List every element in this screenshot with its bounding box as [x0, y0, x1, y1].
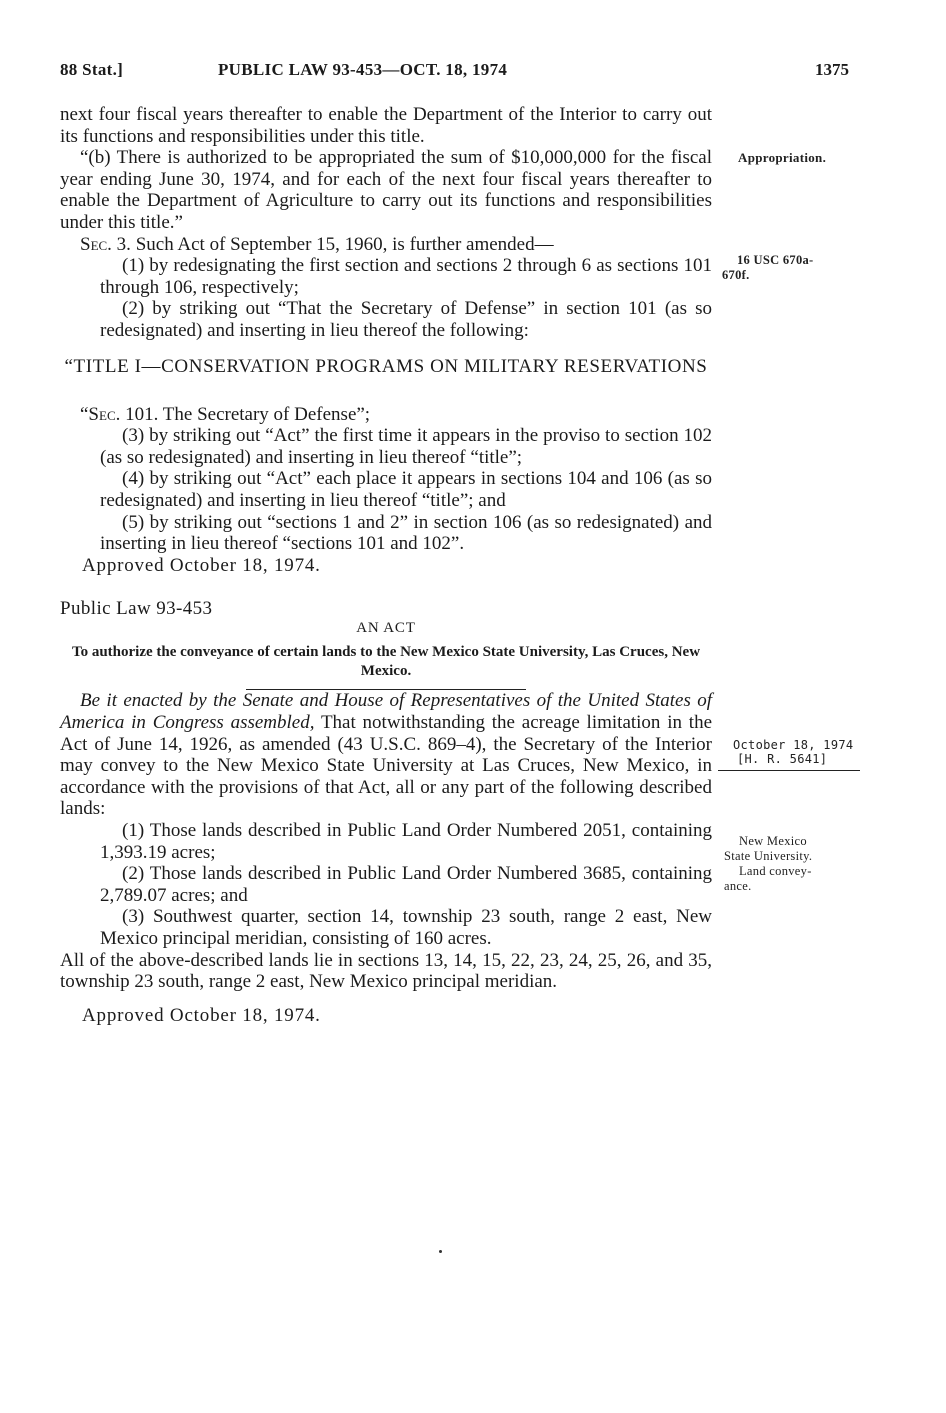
paragraph-appropriation: “(b) There is authorized to be appropriated the sum of $10,000,000 for the fiscal year ending June 30, 1974, and for each of the next four fiscal years thereafter to enable the Department of Agriculture to carry out its functions and responsibilities under this title.”	[60, 147, 712, 233]
amendment-item-4: (4) by striking out “Act” each place it appears in sections 104 and 106 (as so redesignated) and inserting in lieu thereof “title”; and	[100, 468, 712, 511]
usc-line-2: 670f.	[722, 268, 750, 282]
approval-date: Approved October 18, 1974.	[82, 554, 321, 576]
section-label: Sec. 3.	[80, 233, 131, 255]
land-item-3: (3) Southwest quarter, section 14, township 23 south, range 2 east, New Mexico principal meridian, consisting of 160 acres.	[100, 906, 712, 949]
section-3-text: Such Act of September 15, 1960, is further amended—	[130, 233, 554, 255]
public-law-number: Public Law 93-453	[60, 598, 213, 620]
margin-divider	[718, 770, 860, 771]
page-number: 1375	[815, 60, 849, 79]
amendment-item-2: (2) by striking out “That the Secretary of Defense” in section 101 (as so redesignated) and inserting in lieu thereof the following:	[100, 298, 712, 341]
bill-number: [H. R. 5641]	[737, 752, 828, 766]
margin-note-nmsu	[724, 834, 812, 894]
main-text-column	[60, 104, 712, 1026]
nmsu-line-3: Land convey-	[739, 864, 812, 878]
section-3	[60, 234, 712, 256]
running-head-volume: 88 Stat.]	[60, 60, 124, 79]
amendment-item-1: (1) by redesignating the first section and sections 2 through 6 as sections 101 through 106, respectively;	[100, 255, 712, 298]
amendment-item-5: (5) by striking out “sections 1 and 2” in section 106 (as so redesignated) and inserting in lieu thereof “sections 101 and 102”.	[100, 511, 712, 555]
margin-note-appropriation: Appropriation.	[738, 150, 827, 165]
nmsu-line-2: State University.	[724, 849, 813, 863]
amendment-item-3: (3) by striking out “Act” the first time it appears in the proviso to section 102 (as so redesignated) and inserting in lieu thereof “title”;	[100, 425, 712, 468]
act-purpose: To authorize the conveyance of certain lands to the New Mexico State University, Las Cruces, New Mexico.	[71, 644, 701, 680]
an-act-label: AN ACT	[356, 619, 416, 636]
enacting-clause	[60, 690, 712, 820]
public-law-block	[60, 598, 712, 690]
running-head-title: PUBLIC LAW 93-453—OCT. 18, 1974	[218, 60, 508, 79]
nmsu-line-1: New Mexico	[739, 834, 807, 848]
margin-note-usc-citation	[722, 253, 814, 283]
approval-date-2: Approved October 18, 1974.	[82, 1004, 321, 1026]
print-speck	[439, 1250, 442, 1253]
nmsu-line-4: ance.	[724, 879, 752, 893]
sec-101-text: 101. The Secretary of Defense”;	[120, 403, 371, 425]
title-heading: “TITLE I—CONSERVATION PROGRAMS ON MILITARY RESERVATIONS	[64, 355, 708, 377]
paragraph-continuation: next four fiscal years thereafter to enable the Department of the Interior to carry out its functions and responsibilities under this title.	[60, 104, 712, 147]
lands-summary: All of the above-described lands lie in sections 13, 14, 15, 22, 23, 24, 25, 26, and 35, township 23 south, range 2 east, New Mexico principal meridian.	[60, 949, 712, 993]
margin-note-enactment-date	[733, 738, 853, 766]
land-item-2: (2) Those lands described in Public Land Order Numbered 3685, containing 2,789.07 acres; and	[100, 863, 712, 906]
land-item-1: (1) Those lands described in Public Land Order Numbered 2051, containing 1,393.19 acres;	[100, 820, 712, 863]
section-101-line	[60, 404, 712, 426]
enacting-text: That notwithstanding the acreage limitation in the Act of June 14, 1926, as amended (43 U.S.C. 869–4), the Secretary of the Interior may convey to the New Mexico State University at Las Cruces, New Mexico, in accordance with the provisions of that Act, all or any part of the following described lands:	[60, 712, 712, 820]
date-line: October 18, 1974	[733, 738, 854, 752]
sec-label: “Sec.	[80, 403, 121, 425]
usc-line-1: 16 USC 670a-	[737, 253, 814, 267]
enacting-formula: Be it enacted by the Senate and House of Representatives of the United States of America in Congress assembled,	[60, 690, 712, 734]
